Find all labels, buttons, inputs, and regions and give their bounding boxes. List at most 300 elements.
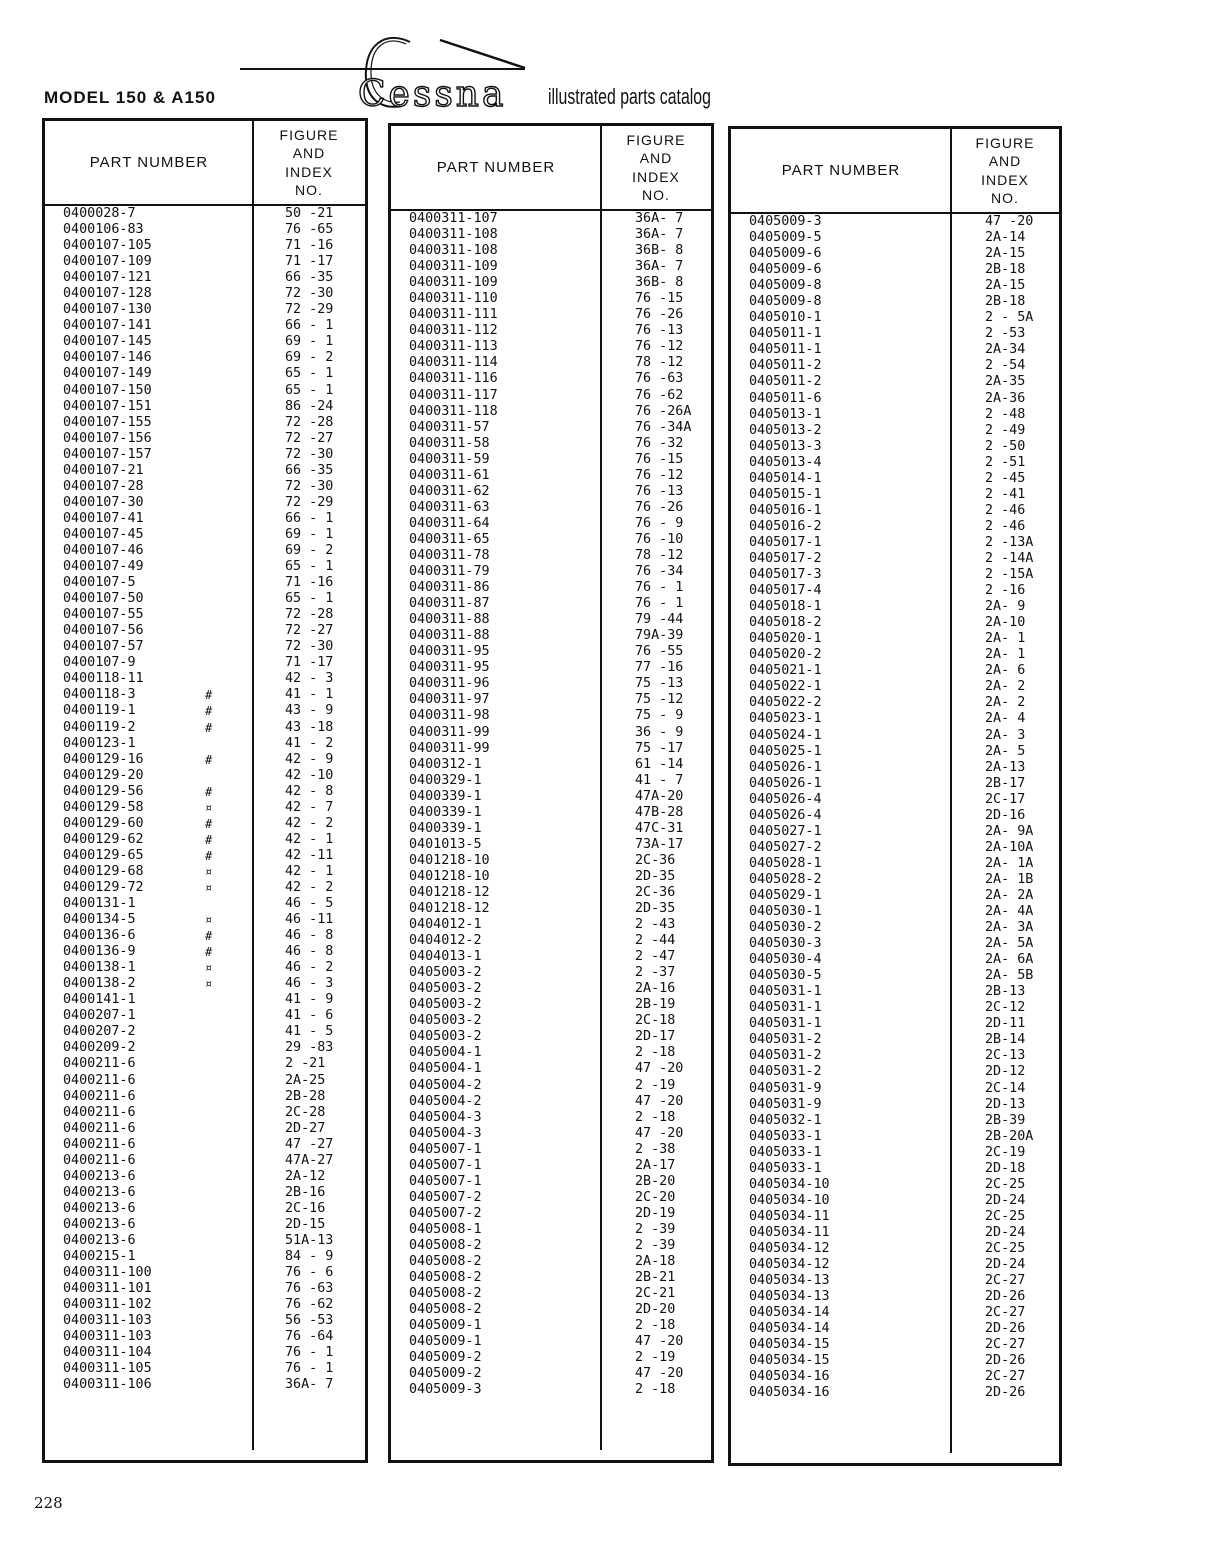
part-number: 0400311-103 <box>63 1329 152 1345</box>
part-number: 0405034-15 <box>749 1337 830 1353</box>
part-number: 0405030-2 <box>749 920 822 936</box>
part-number: 0400138-2 <box>63 976 136 992</box>
part-number: 0400311-95 <box>409 644 490 660</box>
part-number-header: PART NUMBER <box>436 159 556 176</box>
table-row <box>45 687 365 703</box>
part-number: 0405011-2 <box>749 374 822 390</box>
figure-index: 66 - 1 <box>285 510 334 526</box>
part-number: 0400107-146 <box>63 350 152 366</box>
table-row <box>731 1257 1059 1273</box>
figure-index: 2 -48 <box>985 406 1026 422</box>
figure-index: 2C-27 <box>985 1273 1026 1289</box>
figure-index: 2C-18 <box>635 1013 676 1029</box>
figure-index: 61 -14 <box>635 756 684 772</box>
part-number: 0405011-6 <box>749 390 822 406</box>
figure-index: 2D-24 <box>985 1192 1026 1208</box>
part-number: 0400211-6 <box>63 1120 136 1136</box>
figure-index: 66 - 1 <box>285 318 334 334</box>
table-row <box>731 1129 1059 1145</box>
table-row <box>391 1190 711 1206</box>
part-number: 0405034-16 <box>749 1385 830 1401</box>
figure-index: 2D-19 <box>635 1205 676 1221</box>
figure-index: 72 -28 <box>285 607 334 623</box>
table-row <box>45 1024 365 1040</box>
figure-index: 78 -12 <box>635 355 684 371</box>
part-number: 0405009-5 <box>749 230 822 246</box>
part-number: 0400311-116 <box>409 371 498 387</box>
table-row <box>391 1094 711 1110</box>
table-row <box>731 695 1059 711</box>
table-row <box>391 949 711 965</box>
table-row <box>731 647 1059 663</box>
figure-index: 2C-27 <box>985 1305 1026 1321</box>
table-row <box>731 374 1059 390</box>
part-number: 0400311-99 <box>409 724 490 740</box>
figure-index: 56 -53 <box>285 1313 334 1329</box>
part-number: 0405010-1 <box>749 310 822 326</box>
table-row <box>731 551 1059 567</box>
figure-index: 2 -45 <box>985 470 1026 486</box>
table-row <box>45 607 365 623</box>
table-row <box>45 1201 365 1217</box>
part-number: 0400339-1 <box>409 788 482 804</box>
figure-index: 2 -38 <box>635 1141 676 1157</box>
figure-index: 2A- 1A <box>985 855 1034 871</box>
part-number: 0405027-2 <box>749 839 822 855</box>
table-row <box>45 591 365 607</box>
part-number: 0405033-1 <box>749 1144 822 1160</box>
figure-index: 72 -29 <box>285 494 334 510</box>
part-number: 0405017-2 <box>749 550 822 566</box>
table-rows <box>45 206 365 1393</box>
table-row <box>391 1206 711 1222</box>
table-header <box>391 126 711 211</box>
part-number: 0405013-1 <box>749 406 822 422</box>
figure-index: 47 -20 <box>635 1061 684 1077</box>
note-mark: ¤ <box>205 864 213 879</box>
table-row <box>45 1329 365 1345</box>
figure-index: 42 - 7 <box>285 799 334 815</box>
figure-index: 76 -64 <box>285 1329 334 1345</box>
table-row <box>45 912 365 928</box>
table-header <box>731 129 1059 214</box>
table-row <box>731 936 1059 952</box>
figure-index: 69 - 2 <box>285 542 334 558</box>
table-row <box>391 564 711 580</box>
figure-index: 71 -17 <box>285 254 334 270</box>
part-number: 0405004-2 <box>409 1077 482 1093</box>
figure-index: 2C-20 <box>635 1189 676 1205</box>
part-number: 0400211-6 <box>63 1104 136 1120</box>
figure-index: 2C-16 <box>285 1200 326 1216</box>
figure-index: 76 -15 <box>635 451 684 467</box>
part-number: 0400107-157 <box>63 446 152 462</box>
figure-index: 2 -37 <box>635 965 676 981</box>
figure-index: 2C-28 <box>285 1104 326 1120</box>
part-number: 0405009-6 <box>749 246 822 262</box>
table-row <box>391 339 711 355</box>
table-row <box>45 1089 365 1105</box>
figure-index: 71 -16 <box>285 238 334 254</box>
table-row <box>45 960 365 976</box>
figure-index: 2B-14 <box>985 1032 1026 1048</box>
table-row <box>731 1177 1059 1193</box>
part-number: 0405030-5 <box>749 968 822 984</box>
figure-index: 71 -16 <box>285 575 334 591</box>
part-number: 0400107-49 <box>63 559 144 575</box>
part-number: 0405013-2 <box>749 422 822 438</box>
part-number: 0400209-2 <box>63 1040 136 1056</box>
table-row <box>731 1048 1059 1064</box>
part-number: 0405004-2 <box>409 1093 482 1109</box>
part-number: 0405034-15 <box>749 1353 830 1369</box>
part-number: 0400311-105 <box>63 1361 152 1377</box>
figure-index: 69 - 1 <box>285 334 334 350</box>
part-number: 0404012-1 <box>409 917 482 933</box>
figure-index: 73A-17 <box>635 836 684 852</box>
table-row <box>45 366 365 382</box>
figure-index: 2B-18 <box>985 294 1026 310</box>
figure-header <box>253 121 365 204</box>
figure-index: 2B-18 <box>985 262 1026 278</box>
note-mark: # <box>205 832 213 847</box>
part-number: 0400311-96 <box>409 676 490 692</box>
figure-index: 42 - 2 <box>285 879 334 895</box>
part-number: 0400311-118 <box>409 403 498 419</box>
part-number: 0405027-1 <box>749 823 822 839</box>
table-row <box>45 848 365 864</box>
figure-index: 42 - 9 <box>285 751 334 767</box>
figure-index: 2A-25 <box>285 1072 326 1088</box>
figure-index: 2A-14 <box>985 230 1026 246</box>
table-row <box>731 1113 1059 1129</box>
table-row <box>731 230 1059 246</box>
figure-index: 76 -26 <box>635 499 684 515</box>
figure-index: 76 -12 <box>635 339 684 355</box>
part-number: 0405017-1 <box>749 534 822 550</box>
figure-index: 76 -10 <box>635 531 684 547</box>
figure-index: 2A-15 <box>985 278 1026 294</box>
table-row <box>391 516 711 532</box>
table-row <box>391 1382 711 1398</box>
table-row <box>45 928 365 944</box>
table-row <box>731 711 1059 727</box>
part-number: 0400107-150 <box>63 382 152 398</box>
table-rows <box>731 214 1059 1401</box>
part-number: 0400107-30 <box>63 494 144 510</box>
table-row <box>391 275 711 291</box>
part-number: 0400106-83 <box>63 222 144 238</box>
part-number: 0400311-99 <box>409 740 490 756</box>
table-row <box>45 350 365 366</box>
table-row <box>45 399 365 415</box>
table-row <box>731 214 1059 230</box>
figure-index: 41 - 1 <box>285 687 334 703</box>
figure-index: 2C-36 <box>635 852 676 868</box>
figure-index: 76 -13 <box>635 323 684 339</box>
note-mark: # <box>205 752 213 767</box>
part-number: 0405011-2 <box>749 358 822 374</box>
table-row <box>391 1366 711 1382</box>
table-row <box>731 1337 1059 1353</box>
table-row <box>391 548 711 564</box>
parts-table-3 <box>728 126 1062 1466</box>
table-row <box>731 519 1059 535</box>
figure-index: 41 - 5 <box>285 1024 334 1040</box>
table-row <box>731 1273 1059 1289</box>
table-row <box>391 708 711 724</box>
note-mark: # <box>205 704 213 719</box>
part-number: 0400107-5 <box>63 575 136 591</box>
table-row <box>731 471 1059 487</box>
part-number: 0405034-14 <box>749 1305 830 1321</box>
table-row <box>731 1305 1059 1321</box>
table-row <box>45 1281 365 1297</box>
part-number: 0405003-2 <box>409 965 482 981</box>
note-mark: ¤ <box>205 977 213 992</box>
part-number: 0400311-78 <box>409 547 490 563</box>
part-number: 0400107-50 <box>63 591 144 607</box>
figure-header <box>951 129 1059 212</box>
table-row <box>731 1000 1059 1016</box>
part-number: 0405034-10 <box>749 1176 830 1192</box>
table-row <box>731 1385 1059 1401</box>
part-number: 0400118-11 <box>63 671 144 687</box>
figure-index: 46 - 8 <box>285 944 334 960</box>
part-number: 0405009-2 <box>409 1350 482 1366</box>
figure-index: 2A-10A <box>985 839 1034 855</box>
figure-header-line: INDEX <box>632 168 680 185</box>
part-number: 0400311-108 <box>409 243 498 259</box>
part-number: 0405004-1 <box>409 1045 482 1061</box>
table-row <box>391 757 711 773</box>
figure-index: 2 -18 <box>635 1318 676 1334</box>
note-mark: ¤ <box>205 961 213 976</box>
figure-index: 66 -35 <box>285 462 334 478</box>
figure-index: 47 -20 <box>985 214 1034 229</box>
part-number: 0400107-9 <box>63 655 136 671</box>
figure-index: 76 -15 <box>635 291 684 307</box>
figure-index: 2A-16 <box>635 981 676 997</box>
note-mark: # <box>205 720 213 735</box>
part-number: 0400107-109 <box>63 254 152 270</box>
parts-table-2 <box>388 123 714 1463</box>
figure-index: 2A- 2 <box>985 695 1026 711</box>
table-row <box>45 511 365 527</box>
figure-index: 47 -20 <box>635 1093 684 1109</box>
figure-index: 65 - 1 <box>285 382 334 398</box>
table-row <box>731 728 1059 744</box>
table-row <box>391 1318 711 1334</box>
note-mark: ¤ <box>205 913 213 928</box>
figure-index: 47C-31 <box>635 820 684 836</box>
part-number: 0401218-12 <box>409 901 490 917</box>
part-number: 0405034-12 <box>749 1241 830 1256</box>
table-row <box>731 1097 1059 1113</box>
table-row <box>45 832 365 848</box>
table-row <box>45 720 365 736</box>
part-number: 0405018-1 <box>749 599 822 615</box>
table-row <box>45 992 365 1008</box>
table-row <box>45 1169 365 1185</box>
part-number: 0400311-109 <box>409 259 498 275</box>
table-row <box>731 391 1059 407</box>
figure-index: 2A-35 <box>985 374 1026 390</box>
figure-index: 42 -11 <box>285 847 334 863</box>
figure-index: 72 -28 <box>285 414 334 430</box>
part-number: 0405034-10 <box>749 1192 830 1208</box>
part-number: 0400311-114 <box>409 355 498 371</box>
figure-index: 2B-20 <box>635 1173 676 1189</box>
figure-index: 2A- 6 <box>985 663 1026 679</box>
table-row <box>45 1377 365 1393</box>
figure-index: 2C-25 <box>985 1208 1026 1224</box>
figure-index: 86 -24 <box>285 398 334 414</box>
part-number: 0405008-2 <box>409 1270 482 1286</box>
figure-index: 2D-35 <box>635 901 676 917</box>
part-number: 0405014-1 <box>749 470 822 486</box>
figure-index: 2 -18 <box>635 1109 676 1125</box>
table-row <box>731 663 1059 679</box>
table-row <box>391 1174 711 1190</box>
figure-index: 2A-36 <box>985 390 1026 406</box>
table-row <box>45 383 365 399</box>
part-number: 0405013-4 <box>749 454 822 470</box>
part-number: 0400311-64 <box>409 515 490 531</box>
table-row <box>45 1121 365 1137</box>
part-number: 0405008-2 <box>409 1302 482 1318</box>
part-number: 0405009-3 <box>409 1382 482 1398</box>
figure-header-line: FIGURE <box>626 131 686 148</box>
table-row <box>731 1161 1059 1177</box>
figure-index: 42 - 1 <box>285 831 334 847</box>
figure-index: 2A-18 <box>635 1254 676 1270</box>
figure-index: 2 -54 <box>985 358 1026 374</box>
part-number: 0405009-8 <box>749 278 822 294</box>
part-number: 0405017-3 <box>749 567 822 583</box>
table-row <box>731 744 1059 760</box>
table-row <box>391 1158 711 1174</box>
figure-index: 36A- 7 <box>635 259 684 275</box>
figure-index: 2D-11 <box>985 1016 1026 1032</box>
figure-index: 2C-21 <box>635 1286 676 1302</box>
table-row <box>391 965 711 981</box>
figure-index: 2A- 5 <box>985 743 1026 759</box>
part-number: 0400311-87 <box>409 596 490 612</box>
table-row <box>731 535 1059 551</box>
figure-index: 42 - 1 <box>285 863 334 879</box>
table-row <box>391 211 711 227</box>
figure-index: 2C-27 <box>985 1337 1026 1353</box>
table-row <box>391 676 711 692</box>
part-number: 0405003-2 <box>409 1029 482 1045</box>
table-row <box>45 1056 365 1072</box>
figure-index: 76 -62 <box>635 387 684 403</box>
figure-index: 36A- 7 <box>285 1377 334 1393</box>
part-number: 0405034-16 <box>749 1369 830 1385</box>
table-row <box>45 559 365 575</box>
cessna-logo <box>240 30 540 120</box>
table-row <box>731 1032 1059 1048</box>
figure-index: 2A-13 <box>985 759 1026 775</box>
table-row <box>731 840 1059 856</box>
figure-index: 41 - 6 <box>285 1008 334 1024</box>
figure-index: 72 -29 <box>285 302 334 318</box>
part-number: 0405034-13 <box>749 1273 830 1289</box>
table-row <box>731 1369 1059 1385</box>
figure-index: 2A- 1B <box>985 871 1034 887</box>
part-number: 0405029-1 <box>749 887 822 903</box>
part-number: 0405007-2 <box>409 1205 482 1221</box>
table-row <box>45 254 365 270</box>
part-number: 0405003-2 <box>409 981 482 997</box>
part-number: 0405031-9 <box>749 1096 822 1112</box>
figure-index: 2A-34 <box>985 342 1026 358</box>
figure-index: 2 -39 <box>635 1238 676 1253</box>
figure-index: 76 - 1 <box>285 1345 334 1361</box>
figure-header-line: AND <box>292 145 326 161</box>
figure-index: 36A- 7 <box>635 211 684 226</box>
part-number: 0400107-155 <box>63 414 152 430</box>
table-row <box>391 243 711 259</box>
part-number: 0405030-1 <box>749 904 822 920</box>
figure-index: 2 -16 <box>985 583 1026 599</box>
part-number: 0400129-72 <box>63 879 144 895</box>
table-row <box>45 415 365 431</box>
part-number: 0400136-6 <box>63 928 136 944</box>
part-number: 0400107-41 <box>63 510 144 526</box>
part-number: 0405003-2 <box>409 1013 482 1029</box>
figure-index: 76 -34A <box>635 419 692 435</box>
figure-index: 2C-17 <box>985 791 1026 807</box>
part-number: 0400311-88 <box>409 628 490 644</box>
table-row <box>731 278 1059 294</box>
table-row <box>45 318 365 334</box>
part-number: 0405026-1 <box>749 759 822 775</box>
figure-index: 65 - 1 <box>285 366 334 382</box>
part-number: 0405034-12 <box>749 1257 830 1273</box>
part-number: 0400312-1 <box>409 756 482 772</box>
figure-index: 75 -12 <box>635 692 684 708</box>
note-mark: # <box>205 945 213 960</box>
table-row <box>45 800 365 816</box>
table-row <box>391 997 711 1013</box>
table-row <box>45 623 365 639</box>
figure-index: 2C-27 <box>985 1369 1026 1385</box>
part-number: 0405009-1 <box>409 1334 482 1350</box>
table-row <box>391 1334 711 1350</box>
part-number: 0405031-1 <box>749 1016 822 1032</box>
table-row <box>45 1217 365 1233</box>
figure-header-line: NO. <box>991 190 1019 206</box>
table-row <box>45 1073 365 1089</box>
table-row <box>391 692 711 708</box>
figure-index: 2 -41 <box>985 486 1026 502</box>
part-number: 0400107-128 <box>63 286 152 302</box>
note-mark: # <box>205 848 213 863</box>
table-row <box>45 1008 365 1024</box>
page-number: 228 <box>34 1494 63 1512</box>
figure-index: 2D-35 <box>635 868 676 884</box>
part-number: 0400123-1 <box>63 735 136 751</box>
part-number: 0400118-3 <box>63 687 136 703</box>
part-number: 0405020-1 <box>749 631 822 647</box>
figure-header <box>601 126 711 209</box>
part-number: 0401013-5 <box>409 836 482 852</box>
part-number: 0405026-4 <box>749 791 822 807</box>
table-row <box>731 968 1059 984</box>
part-number: 0405009-6 <box>749 262 822 278</box>
